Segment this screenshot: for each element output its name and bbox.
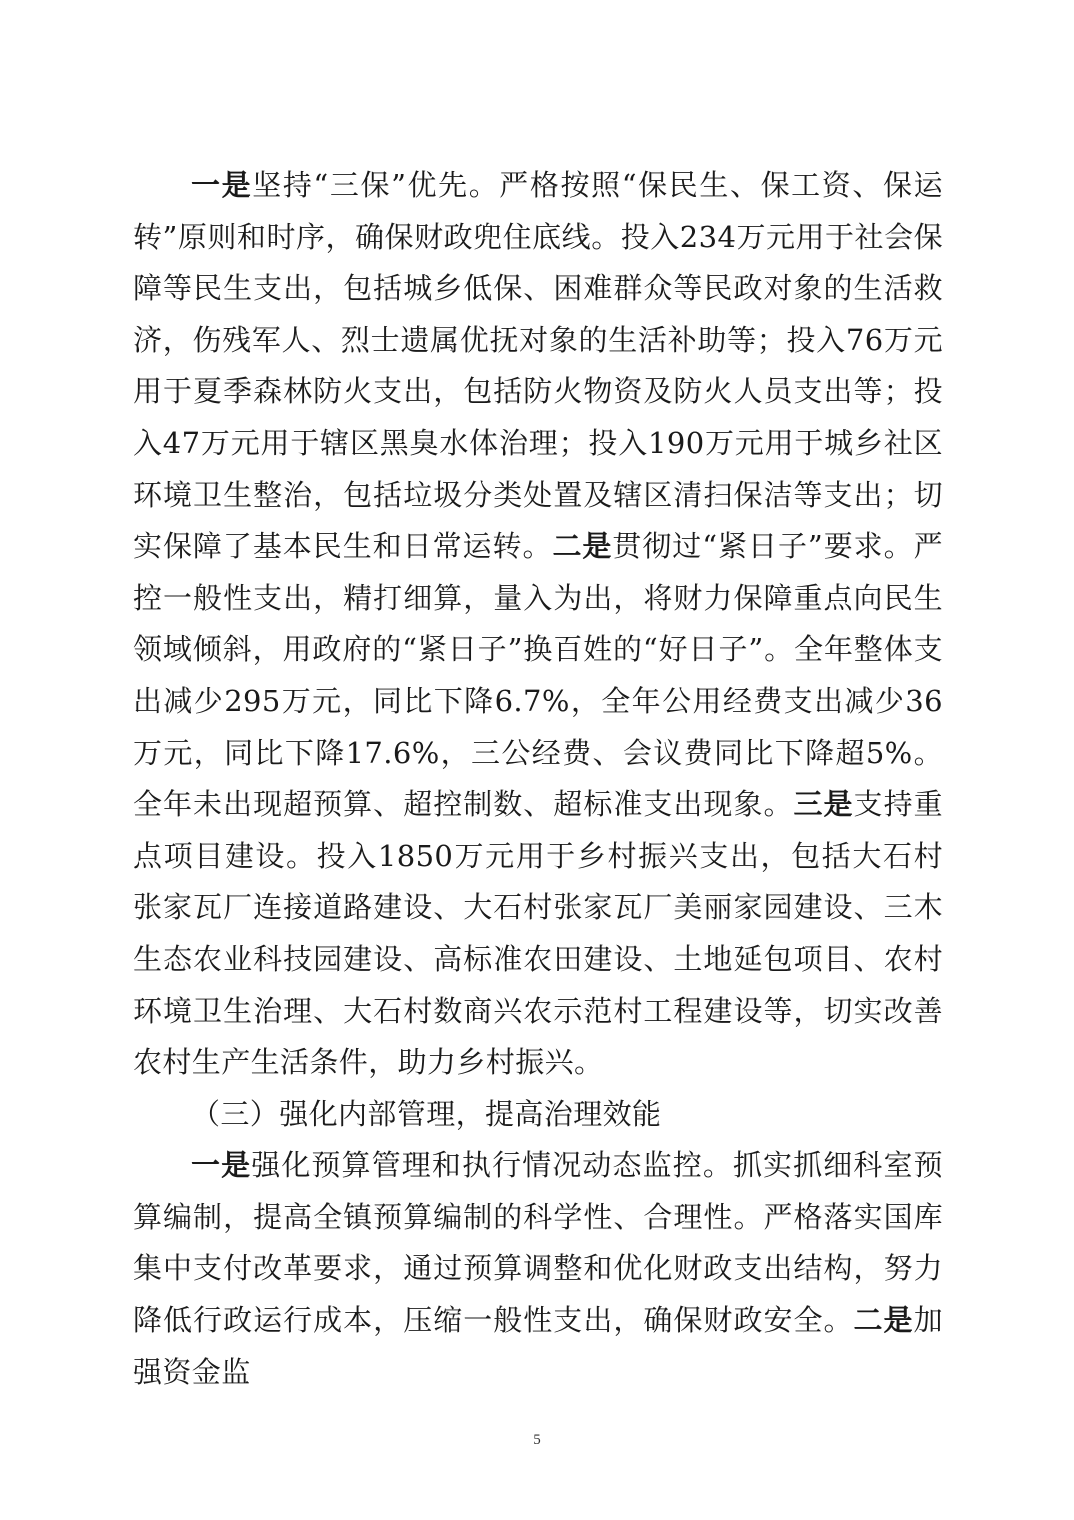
paragraph-three-guarantees [133, 160, 943, 1089]
body-content [133, 160, 943, 1398]
paragraph-internal-management [133, 1140, 943, 1398]
paragraph-text: 支持重点项目建设。投入1850万元用于乡村振兴支出，包括大石村张家瓦厂连接道路建设、大石村张家瓦厂美丽家园建设、三木生态农业科技园建设、高标准农田建设、土地延包项目、农村环境卫生治理、大石村数商兴农示范村工程建设等，切实改善农村生产生活条件，助力乡村振兴。 [133, 787, 943, 1080]
paragraph-text: 强化预算管理和执行情况动态监控。抓实抓细科室预算编制，提高全镇预算编制的科学性、合理性。严格落实国库集中支付改革要求，通过预算调整和优化财政支出结构，努力降低行政运行成本，压缩一般性支出，确保财政安全。 [133, 1148, 943, 1338]
section-heading: （三）强化内部管理，提高治理效能 [191, 1096, 662, 1131]
lead-three: 三是 [793, 787, 854, 822]
page-number: 5 [533, 1432, 541, 1448]
paragraph-text: 贯彻过“紧日子”要求。严控一般性支出，精打细算，量入为出，将财力保障重点向民生领域倾斜，用政府的“紧日子”换百姓的“好日子”。全年整体支出减少295万元，同比下降6.7%，全年公用经费支出减少36万元，同比下降17.6%，三公经费、会议费同比下降超5%。全年未出现超预算、超控制数、超标准支出现象。 [133, 529, 943, 822]
paragraph-text: 坚持“三保”优先。严格按照“保民生、保工资、保运转”原则和时序，确保财政兜住底线。投入234万元用于社会保障等民生支出，包括城乡低保、困难群众等民政对象的生活救济，伤残军人、烈士遗属优抚对象的生活补助等；投入76万元用于夏季森林防火支出，包括防火物资及防火人员支出等；投入47万元用于辖区黑臭水体治理；投入190万元用于城乡社区环境卫生整治，包括垃圾分类处置及辖区清扫保洁等支出；切实保障了基本民生和日常运转。 [133, 168, 943, 564]
lead-two: 二是 [552, 529, 613, 564]
lead-one: 一是 [191, 168, 253, 202]
lead-one: 一是 [191, 1148, 252, 1183]
lead-two: 二是 [853, 1303, 914, 1338]
paragraph-text: 加强资金监 [133, 1303, 943, 1389]
